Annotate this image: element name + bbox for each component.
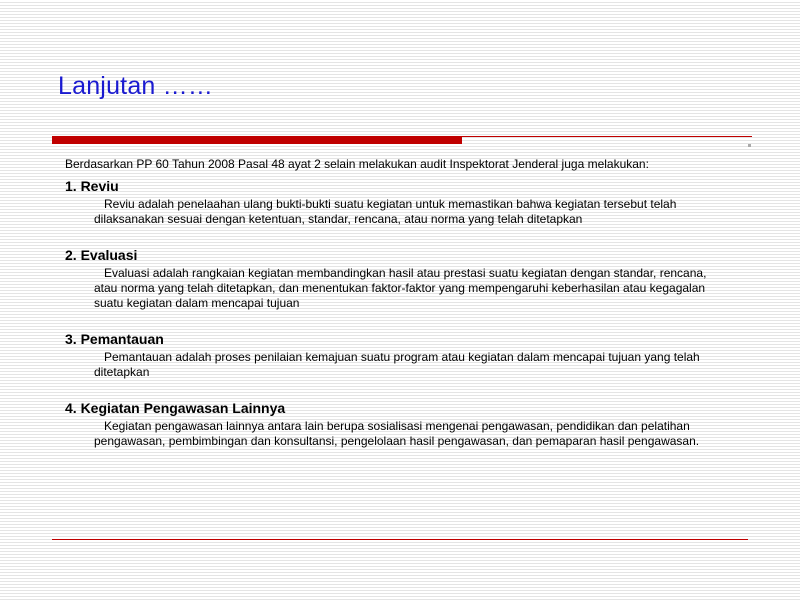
title-underline-tick: [748, 144, 751, 147]
section-reviu: [65, 177, 725, 227]
intro-text: Berdasarkan PP 60 Tahun 2008 Pasal 48 ayat 2 selain melakukan audit Inspektorat Jenderal juga melakukan:: [65, 157, 649, 171]
section-pemantauan: [65, 330, 725, 380]
section-evaluasi: [65, 246, 725, 311]
section-description: Reviu adalah penelaahan ulang bukti-bukti suatu kegiatan untuk memastikan bahwa kegiatan tersebut telah dilaksanakan sesuai dengan ketentuan, standar, rencana, atau norma yang telah ditetapkan: [94, 197, 677, 226]
title-underline: [52, 136, 752, 148]
section-heading: 4. Kegiatan Pengawasan Lainnya: [65, 400, 286, 416]
footer-rule: [52, 539, 748, 540]
section-heading: 2. Evaluasi: [65, 247, 138, 263]
section-description: Evaluasi adalah rangkaian kegiatan membandingkan hasil atau prestasi suatu kegiatan dengan standar, rencana, atau norma yang telah ditetapkan, dan menentukan faktor-faktor yang mempengaruhi keberhasilan atau kegagalan suatu kegiatan dalam mencapai tujuan: [94, 266, 707, 310]
section-description: Pemantauan adalah proses penilaian kemajuan suatu program atau kegiatan dalam mencapai tujuan yang telah ditetapkan: [94, 350, 700, 379]
slide-title: Lanjutan ……: [58, 72, 214, 100]
section-description: Kegiatan pengawasan lainnya antara lain berupa sosialisasi mengenai pengawasan, pendidikan dan pelatihan pengawasan, pembimbingan dan konsultansi, pengelolaan hasil pengawasan, dan pemaparan hasil pengawasan.: [94, 419, 700, 448]
title-underline-thin: [462, 136, 752, 137]
title-underline-thick: [52, 136, 462, 144]
section-heading: 3. Pemantauan: [65, 331, 164, 347]
section-kegiatan-pengawasan-lainnya: [65, 399, 725, 449]
slide-body: [65, 156, 725, 468]
section-heading: 1. Reviu: [65, 178, 119, 194]
